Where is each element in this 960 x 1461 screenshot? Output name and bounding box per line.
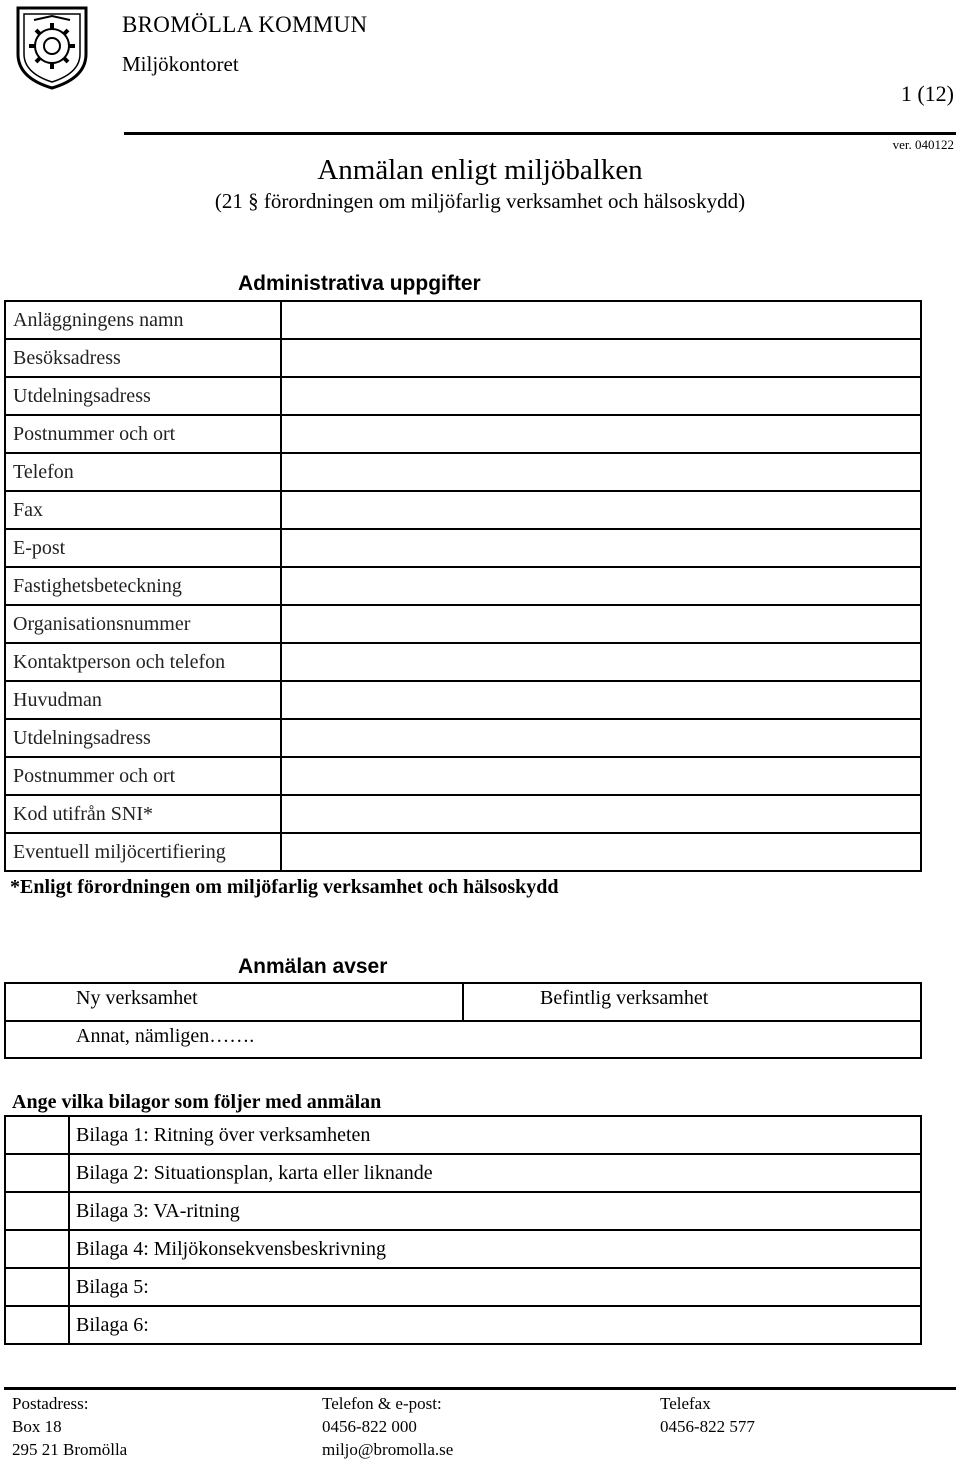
- admin-row: [5, 301, 921, 339]
- admin-row: [5, 377, 921, 415]
- existing-activity-option[interactable]: Befintlig verksamhet: [540, 987, 709, 1009]
- sni-footnote: *Enligt förordningen om miljöfarlig verksamhet och hälsoskydd: [10, 876, 559, 898]
- document-subtitle: (21 § förordningen om miljöfarlig verksamhet och hälsoskydd): [214, 189, 746, 213]
- admin-field-label: E-post: [5, 529, 281, 567]
- footer-postadress-label: Postadress:: [12, 1394, 89, 1413]
- attachment-row: [5, 1192, 921, 1230]
- footer-postadress-line1: Box 18: [12, 1417, 62, 1436]
- attachment-checkbox[interactable]: [5, 1306, 69, 1344]
- organization-name: BROMÖLLA KOMMUN: [122, 12, 368, 37]
- attachment-row: [5, 1154, 921, 1192]
- admin-field-label: Telefon: [5, 453, 281, 491]
- attachment-row: [5, 1306, 921, 1344]
- admin-row: [5, 491, 921, 529]
- admin-field-label: Postnummer och ort: [5, 757, 281, 795]
- admin-row: [5, 453, 921, 491]
- header-rule: [124, 132, 956, 135]
- admin-field-input[interactable]: [281, 643, 921, 681]
- admin-field-label: Besöksadress: [5, 339, 281, 377]
- admin-row: [5, 529, 921, 567]
- admin-section-heading: Administrativa uppgifter: [238, 272, 481, 295]
- admin-field-input[interactable]: [281, 605, 921, 643]
- admin-field-label: Kontaktperson och telefon: [5, 643, 281, 681]
- new-activity-option[interactable]: Ny verksamhet: [76, 987, 198, 1009]
- footer-postadress-line2: 295 21 Bromölla: [12, 1440, 128, 1459]
- department-name: Miljökontoret: [122, 52, 239, 76]
- admin-row: [5, 643, 921, 681]
- admin-row: [5, 757, 921, 795]
- admin-field-input[interactable]: [281, 491, 921, 529]
- avser-column-divider: [462, 982, 464, 1021]
- admin-field-label: Huvudman: [5, 681, 281, 719]
- admin-field-label: Fax: [5, 491, 281, 529]
- admin-row: [5, 833, 921, 871]
- admin-field-label: Postnummer och ort: [5, 415, 281, 453]
- admin-field-input[interactable]: [281, 377, 921, 415]
- admin-row: [5, 567, 921, 605]
- admin-field-input[interactable]: [281, 833, 921, 871]
- attachment-row: [5, 1116, 921, 1154]
- attachment-row: [5, 1230, 921, 1268]
- attachments-heading: Ange vilka bilagor som följer med anmälan: [12, 1091, 382, 1113]
- footer-email[interactable]: miljo@bromolla.se: [322, 1440, 454, 1459]
- admin-field-input[interactable]: [281, 681, 921, 719]
- admin-field-label: Fastighetsbeteckning: [5, 567, 281, 605]
- admin-field-input[interactable]: [281, 719, 921, 757]
- admin-field-input[interactable]: [281, 795, 921, 833]
- admin-row: [5, 795, 921, 833]
- admin-field-label: Utdelningsadress: [5, 377, 281, 415]
- admin-row: [5, 681, 921, 719]
- footer-fax: 0456-822 577: [660, 1417, 755, 1436]
- admin-field-input[interactable]: [281, 339, 921, 377]
- admin-field-input[interactable]: [281, 301, 921, 339]
- version-label: ver. 040122: [892, 137, 954, 152]
- attachment-label: Bilaga 5:: [69, 1268, 921, 1306]
- footer-fax-label: Telefax: [660, 1394, 711, 1413]
- other-activity-option[interactable]: Annat, nämligen…….: [76, 1025, 255, 1047]
- footer-rule: [4, 1387, 956, 1390]
- page-number: 1 (12): [900, 81, 954, 106]
- attachments-table: [4, 1115, 922, 1345]
- admin-row: [5, 339, 921, 377]
- admin-row: [5, 415, 921, 453]
- admin-row: [5, 605, 921, 643]
- admin-field-label: Eventuell miljöcertifiering: [5, 833, 281, 871]
- attachment-checkbox[interactable]: [5, 1230, 69, 1268]
- admin-row: [5, 719, 921, 757]
- attachment-label: Bilaga 2: Situationsplan, karta eller liknande: [69, 1154, 921, 1192]
- attachment-label: Bilaga 1: Ritning över verksamheten: [69, 1116, 921, 1154]
- admin-field-input[interactable]: [281, 415, 921, 453]
- attachment-checkbox[interactable]: [5, 1154, 69, 1192]
- admin-field-label: Organisationsnummer: [5, 605, 281, 643]
- attachment-checkbox[interactable]: [5, 1116, 69, 1154]
- footer-phone: 0456-822 000: [322, 1417, 417, 1436]
- attachment-label: Bilaga 4: Miljökonsekvensbeskrivning: [69, 1230, 921, 1268]
- attachment-label: Bilaga 3: VA-ritning: [69, 1192, 921, 1230]
- attachment-row: [5, 1268, 921, 1306]
- footer-contact-label: Telefon & e-post:: [322, 1394, 442, 1413]
- admin-field-label: Utdelningsadress: [5, 719, 281, 757]
- admin-field-label: Anläggningens namn: [5, 301, 281, 339]
- admin-field-label: Kod utifrån SNI*: [5, 795, 281, 833]
- document-title: Anmälan enligt miljöbalken: [317, 154, 643, 186]
- municipality-logo: [14, 4, 90, 90]
- admin-field-input[interactable]: [281, 757, 921, 795]
- attachment-label: Bilaga 6:: [69, 1306, 921, 1344]
- admin-field-input[interactable]: [281, 453, 921, 491]
- admin-field-input[interactable]: [281, 529, 921, 567]
- admin-form-table: [4, 300, 922, 872]
- admin-field-input[interactable]: [281, 567, 921, 605]
- attachment-checkbox[interactable]: [5, 1268, 69, 1306]
- attachment-checkbox[interactable]: [5, 1192, 69, 1230]
- avser-section-heading: Anmälan avser: [238, 955, 388, 978]
